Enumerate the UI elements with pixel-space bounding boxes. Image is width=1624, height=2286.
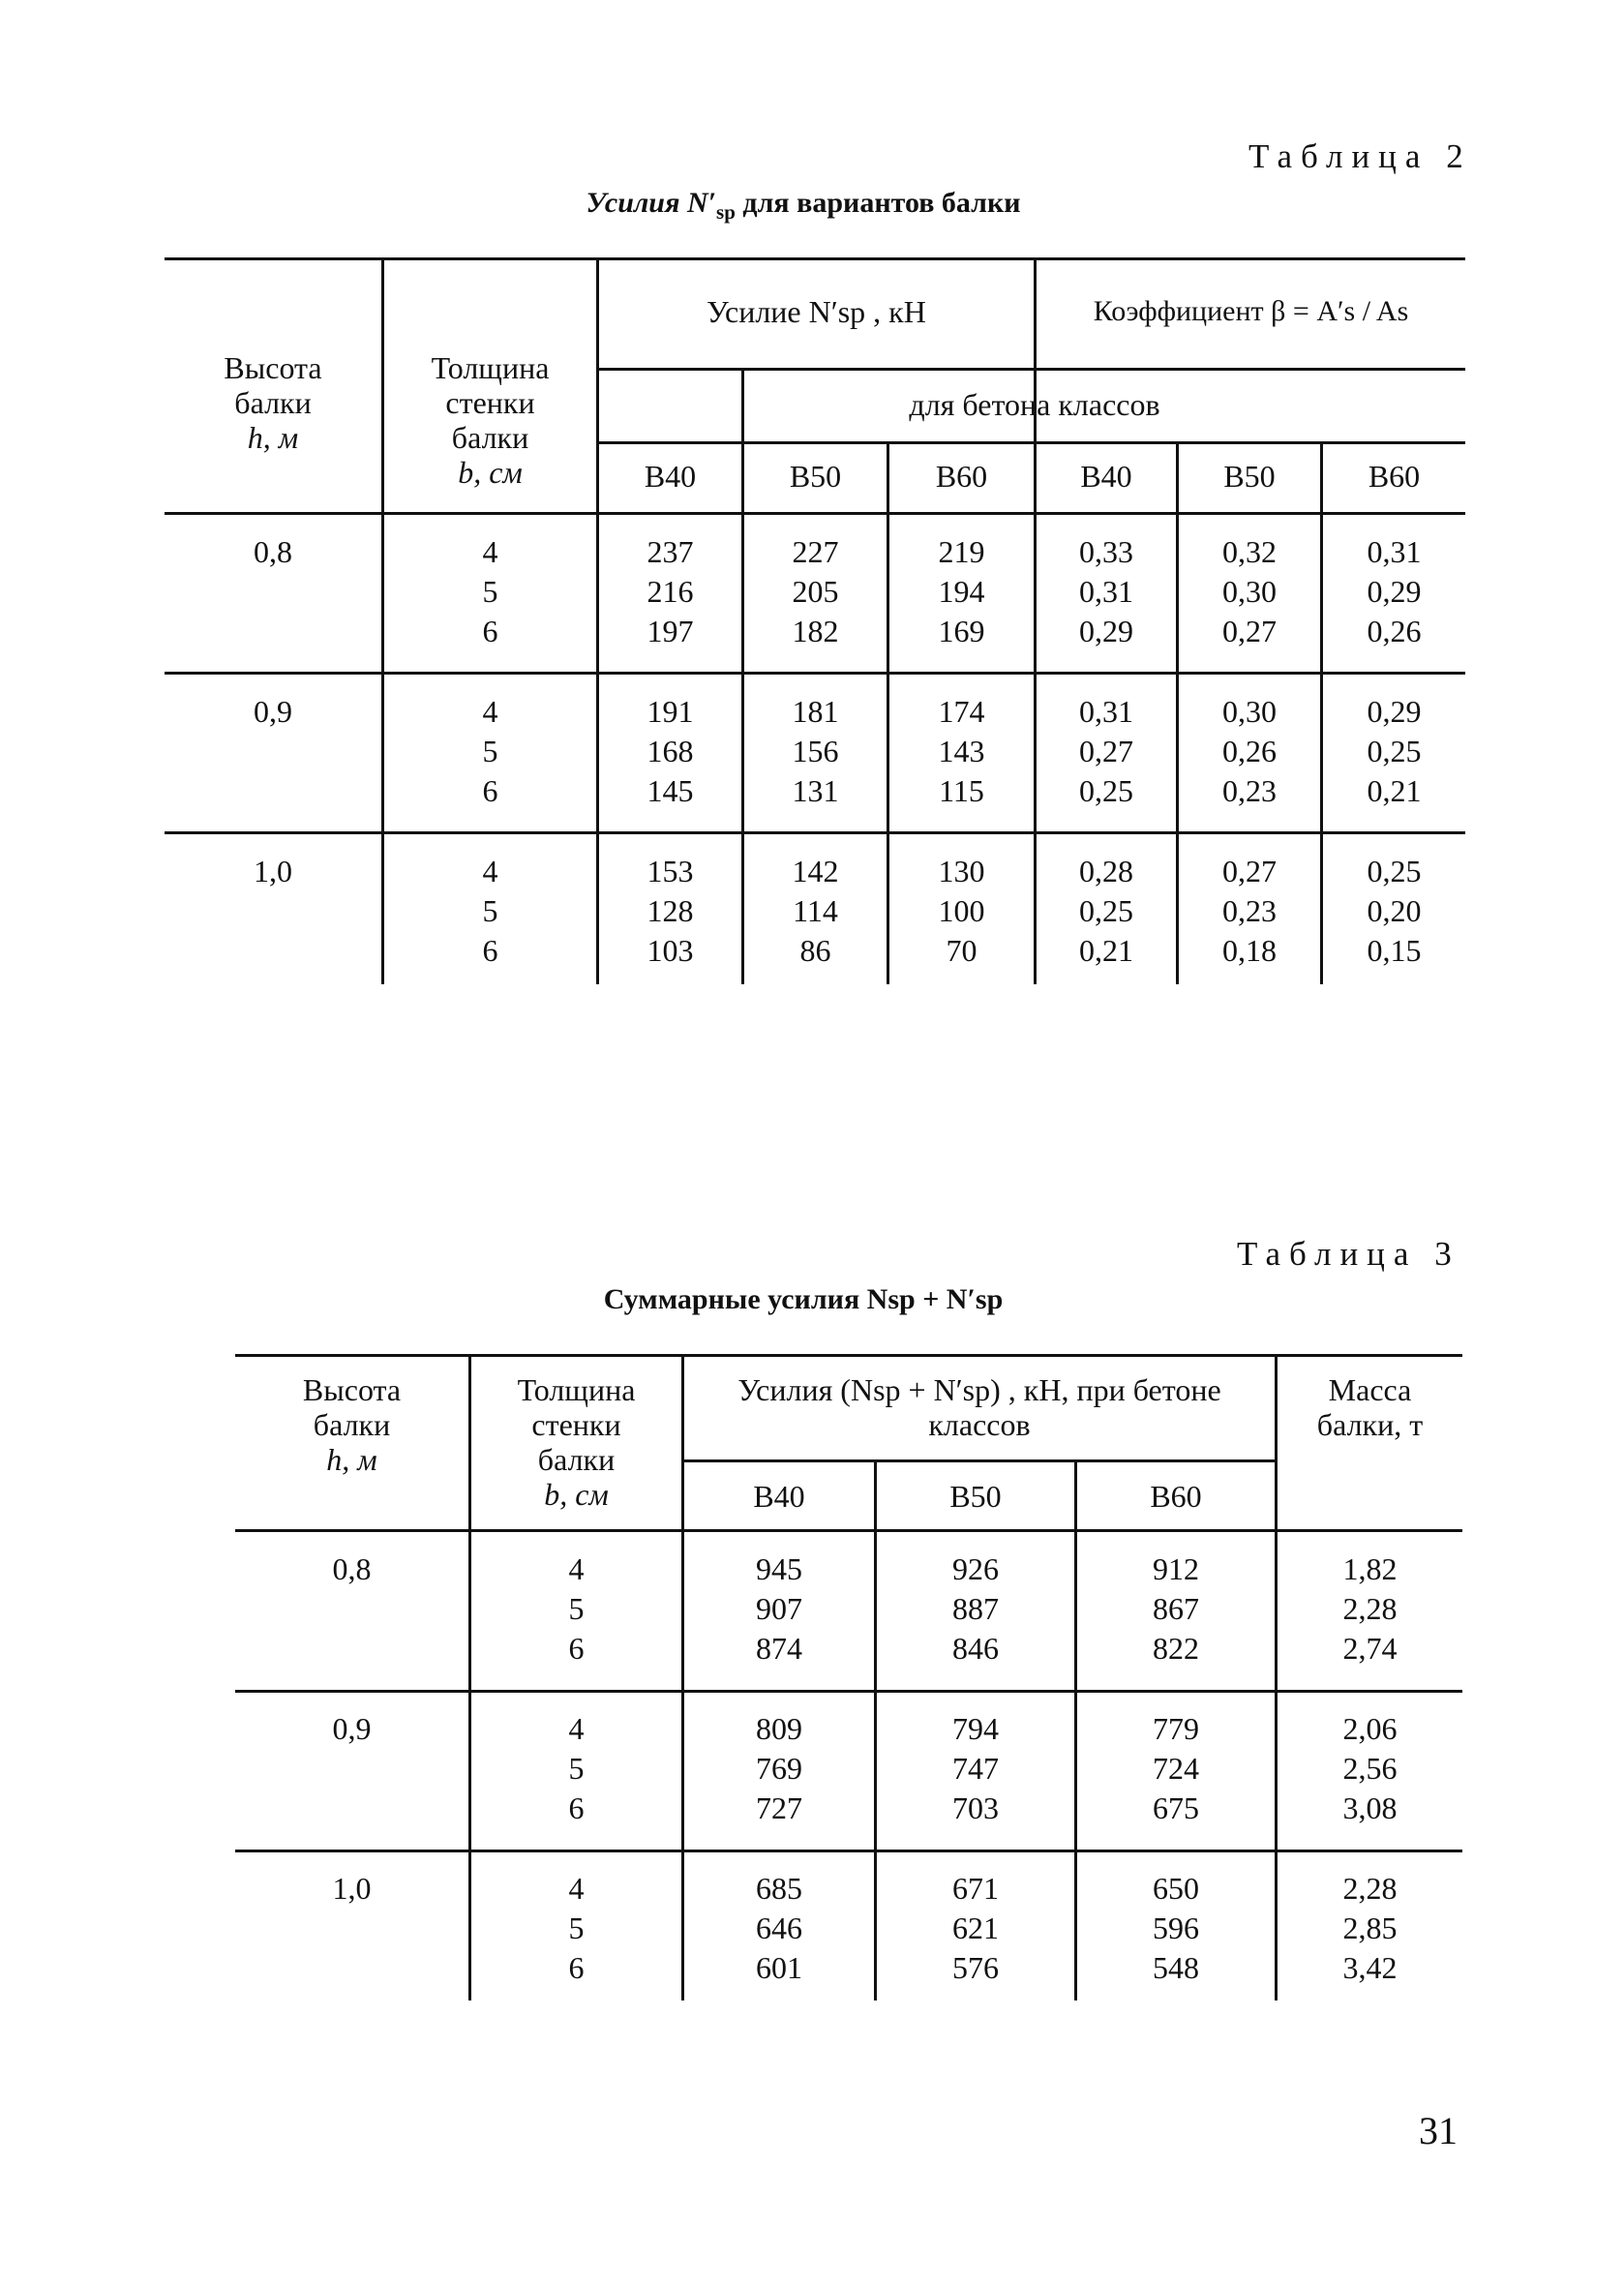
t3-cell: 926	[952, 1551, 999, 1586]
t2-cell: 0,26	[1222, 734, 1277, 768]
t3-head-height-line: Высота	[302, 1372, 402, 1407]
t2-rule-head	[165, 512, 1465, 515]
t2-head-thickness-line: Толщина	[431, 350, 550, 385]
t2-cell: 174	[938, 694, 985, 729]
t2-head-class: B40	[1080, 459, 1132, 494]
t2-head-class: B40	[644, 459, 697, 494]
t2-cell: 181	[792, 694, 839, 729]
t2-cell: 0,21	[1079, 933, 1133, 968]
t2-cell: 0,29	[1079, 614, 1133, 648]
t2-cell: 100	[938, 893, 985, 928]
t3-head-height	[235, 1372, 468, 1477]
t2-cell: 0,26	[1367, 614, 1422, 648]
t3-head-force	[684, 1372, 1275, 1442]
table2-title-suffix: для вариантов балки	[742, 187, 1021, 219]
t2-cell: 227	[792, 534, 839, 569]
t3-cell: 907	[756, 1591, 802, 1626]
t3-rule-top	[235, 1354, 1462, 1357]
table2-label: Таблица 2	[1248, 137, 1472, 175]
t2-head-height-line: h, м	[247, 420, 299, 455]
t3-cell: 2,28	[1342, 1871, 1398, 1906]
t3-head-thickness-line: стенки	[531, 1407, 621, 1442]
t3-cell: 912	[1153, 1551, 1199, 1586]
t3-rule-g1	[235, 1690, 1462, 1693]
t2-head-thickness-line: b, см	[458, 455, 523, 490]
t2-cell: 194	[938, 574, 985, 609]
t2-cell: 153	[647, 854, 694, 888]
t2-cell: 114	[793, 893, 838, 928]
t3-head-thickness-line: b, см	[544, 1477, 609, 1512]
t2-cell: 4	[482, 534, 498, 569]
t3-cell: 6	[568, 1631, 585, 1666]
t2-cell: 0,31	[1079, 574, 1133, 609]
t2-cell: 0,25	[1079, 893, 1133, 928]
t2-head-thickness	[384, 350, 596, 490]
t2-cell: 70	[946, 933, 977, 968]
t2-cell: 128	[647, 893, 694, 928]
table2-title	[406, 187, 1200, 225]
t3-cell: 6	[568, 1950, 585, 1985]
t2-rule-top	[165, 257, 1465, 260]
t2-cell: 5	[482, 574, 498, 609]
t2-cell: 191	[647, 694, 694, 729]
t2-cell: 145	[647, 773, 694, 808]
t3-height-value: 0,8	[332, 1551, 372, 1586]
t2-cell: 0,15	[1367, 933, 1422, 968]
t2-cell: 4	[482, 694, 498, 729]
t2-cell: 0,28	[1079, 854, 1133, 888]
t2-cell: 115	[939, 773, 984, 808]
t2-cell: 5	[482, 893, 498, 928]
t3-cell: 3,42	[1342, 1950, 1398, 1985]
t2-cell: 4	[482, 854, 498, 888]
t2-cell: 130	[938, 854, 985, 888]
t3-cell: 703	[952, 1790, 999, 1825]
t2-head-concrete: для бетона классов	[909, 387, 1160, 422]
t3-head-thickness-line: Толщина	[517, 1372, 636, 1407]
t3-cell: 671	[952, 1871, 999, 1906]
t2-cell: 0,27	[1079, 734, 1133, 768]
t2-cell: 219	[938, 534, 985, 569]
t3-rule-head	[235, 1529, 1462, 1532]
t3-cell: 2,06	[1342, 1711, 1398, 1746]
t3-head-class: B40	[753, 1479, 805, 1514]
t3-cell: 874	[756, 1631, 802, 1666]
t3-cell: 646	[756, 1910, 802, 1945]
t3-cell: 867	[1153, 1591, 1199, 1626]
table2-title-sub: sp	[716, 200, 736, 224]
t2-head-height	[165, 350, 381, 455]
t3-cell: 6	[568, 1790, 585, 1825]
t3-cell: 5	[568, 1751, 585, 1786]
t2-cell: 0,25	[1367, 734, 1422, 768]
t3-head-force-line: классов	[928, 1407, 1031, 1442]
t2-rule-sub2	[597, 441, 1465, 444]
t2-head-coef: Коэффициент β = A′s / As	[1093, 295, 1409, 327]
t2-cell: 0,31	[1079, 694, 1133, 729]
t2-height-value: 1,0	[254, 854, 292, 888]
t3-cell: 675	[1153, 1790, 1199, 1825]
t3-height-value: 1,0	[332, 1871, 372, 1906]
t3-cell: 685	[756, 1871, 802, 1906]
t3-cell: 2,85	[1342, 1910, 1398, 1945]
t2-cell: 86	[799, 933, 831, 968]
t2-height-value: 0,8	[254, 534, 292, 569]
t3-rule-g2	[235, 1850, 1462, 1852]
t3-cell: 822	[1153, 1631, 1199, 1666]
page-number: 31	[1419, 2109, 1458, 2152]
t3-head-mass-line: Масса	[1328, 1372, 1412, 1407]
t2-head-class: B50	[1223, 459, 1276, 494]
t2-cell: 168	[647, 734, 694, 768]
t3-cell: 724	[1153, 1751, 1199, 1786]
t3-height-value: 0,9	[332, 1711, 372, 1746]
t2-cell: 6	[482, 933, 498, 968]
t3-head-mass	[1278, 1372, 1462, 1442]
t3-head-thickness	[471, 1372, 681, 1512]
t2-head-height-line: балки	[234, 385, 312, 420]
t3-cell: 945	[756, 1551, 802, 1586]
t3-head-height-line: h, м	[326, 1442, 377, 1477]
t2-rule-sub1	[597, 368, 1465, 371]
t2-rule-g2	[165, 831, 1465, 834]
t2-cell: 216	[647, 574, 694, 609]
t3-cell: 650	[1153, 1871, 1199, 1906]
t3-cell: 1,82	[1342, 1551, 1398, 1586]
t2-head-class: B60	[1368, 459, 1421, 494]
t3-cell: 4	[568, 1551, 585, 1586]
t2-cell: 5	[482, 734, 498, 768]
t3-cell: 779	[1153, 1711, 1199, 1746]
t2-cell: 156	[792, 734, 839, 768]
t2-cell: 0,25	[1079, 773, 1133, 808]
t3-cell: 4	[568, 1871, 585, 1906]
table3-title: Суммарные усилия Nsp + N′sp	[603, 1283, 1004, 1315]
t2-head-class: B50	[789, 459, 842, 494]
t2-cell: 0,18	[1222, 933, 1277, 968]
t2-cell: 143	[938, 734, 985, 768]
t3-cell: 621	[952, 1910, 999, 1945]
t3-cell: 601	[756, 1950, 802, 1985]
t2-cell: 142	[792, 854, 839, 888]
t2-cell: 0,29	[1367, 574, 1422, 609]
t3-cell: 2,56	[1342, 1751, 1398, 1786]
t3-cell: 769	[756, 1751, 802, 1786]
t3-cell: 887	[952, 1591, 999, 1626]
t2-cell: 0,25	[1367, 854, 1422, 888]
t3-head-height-line: балки	[313, 1407, 391, 1442]
t3-cell: 809	[756, 1711, 802, 1746]
t2-cell: 205	[792, 574, 839, 609]
t2-cell: 197	[647, 614, 694, 648]
t2-cell: 0,23	[1222, 893, 1277, 928]
t2-height-value: 0,9	[254, 694, 292, 729]
t3-head-class: B50	[949, 1479, 1002, 1514]
t2-cell: 169	[938, 614, 985, 648]
t3-cell: 596	[1153, 1910, 1199, 1945]
t3-head-force-line: Усилия (Nsp + N′sp) , кН, при бетоне	[737, 1372, 1221, 1407]
t3-cell: 794	[952, 1711, 999, 1746]
t2-head-force: Усилие N′sp , кН	[707, 294, 926, 329]
t2-head-class: B60	[935, 459, 988, 494]
t3-cell: 3,08	[1342, 1790, 1398, 1825]
t2-cell: 0,20	[1367, 893, 1422, 928]
t2-cell: 131	[792, 773, 839, 808]
t3-head-class: B60	[1150, 1479, 1202, 1514]
t2-cell: 0,30	[1222, 574, 1277, 609]
t3-rule-sub	[682, 1459, 1276, 1462]
t2-cell: 0,27	[1222, 614, 1277, 648]
t3-cell: 2,28	[1342, 1591, 1398, 1626]
t3-head-thickness-line: балки	[537, 1442, 616, 1477]
t2-cell: 237	[647, 534, 694, 569]
t2-cell: 0,29	[1367, 694, 1422, 729]
t2-head-height-line: Высота	[224, 350, 322, 385]
t2-cell: 6	[482, 773, 498, 808]
t2-cell: 0,31	[1367, 534, 1422, 569]
t2-rule-g1	[165, 672, 1465, 675]
t2-cell: 0,30	[1222, 694, 1277, 729]
t2-head-thickness-line: стенки	[445, 385, 535, 420]
t2-cell: 103	[647, 933, 694, 968]
t2-cell: 0,32	[1222, 534, 1277, 569]
t2-cell: 0,21	[1367, 773, 1422, 808]
t3-cell: 846	[952, 1631, 999, 1666]
t2-cell: 0,33	[1079, 534, 1133, 569]
t3-cell: 5	[568, 1910, 585, 1945]
t3-head-mass-line: балки, т	[1316, 1407, 1424, 1442]
t3-cell: 576	[952, 1950, 999, 1985]
t2-head-thickness-line: балки	[451, 420, 529, 455]
t3-cell: 747	[952, 1751, 999, 1786]
t2-cell: 0,23	[1222, 773, 1277, 808]
table3-label: Таблица 3	[1237, 1235, 1460, 1273]
t3-cell: 4	[568, 1711, 585, 1746]
t3-cell: 727	[756, 1790, 802, 1825]
table2-title-prefix: Усилия N′	[586, 187, 717, 219]
t3-cell: 548	[1153, 1950, 1199, 1985]
t3-cell: 5	[568, 1591, 585, 1626]
t2-cell: 6	[482, 614, 498, 648]
t2-cell: 0,27	[1222, 854, 1277, 888]
t2-cell: 182	[792, 614, 839, 648]
t3-cell: 2,74	[1342, 1631, 1398, 1666]
